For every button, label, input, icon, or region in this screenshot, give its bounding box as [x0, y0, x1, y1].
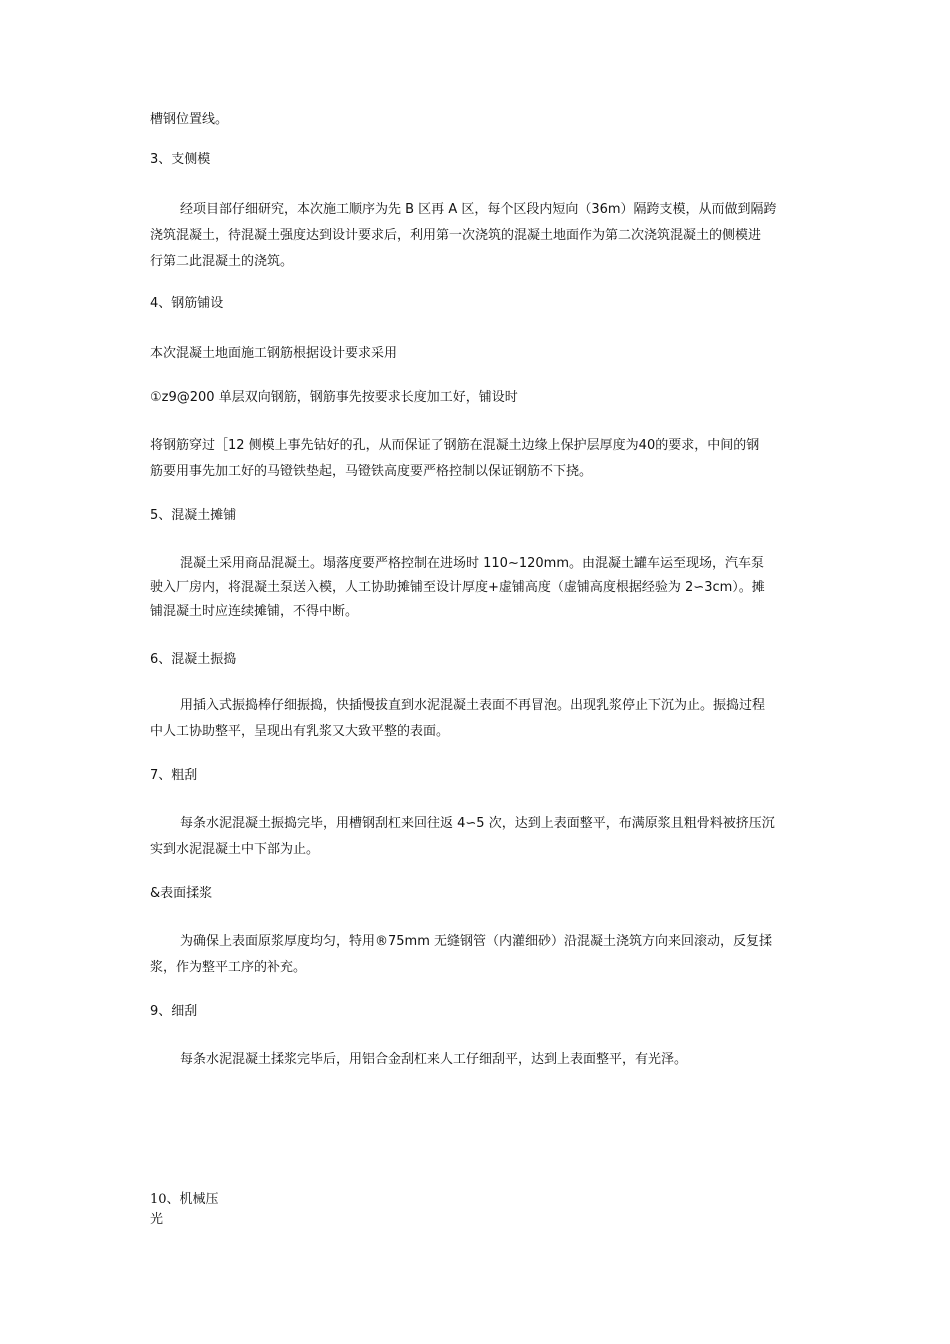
- section-heading-10-continued: 光: [150, 1212, 164, 1227]
- paragraph-line: 铺混凝土时应连续摊铺，不得中断。: [150, 604, 359, 619]
- paragraph-line: 浇筑混凝土，待混凝土强度达到设计要求后，利用第一次浇筑的混凝土地面作为第二次浇筑混凝土的侧模进: [150, 228, 762, 243]
- paragraph-line: 用插入式振捣棒仔细振捣，快插慢拔直到水泥混凝土表面不再冒泡。出现乳浆停止下沉为止。振捣过程: [180, 698, 766, 713]
- paragraph-line: 本次混凝土地面施工钢筋根据设计要求采用: [150, 346, 398, 361]
- paragraph-line: 中人工协助整平，呈现出有乳浆又大致平整的表面。: [150, 724, 450, 739]
- paragraph-line: 行第二此混凝土的浇筑。: [150, 254, 294, 269]
- paragraph-line: 实到水泥混凝土中下部为止。: [150, 842, 320, 857]
- paragraph-line: 混凝土采用商品混凝土。塌落度要严格控制在进场时 110~120mm。由混凝土罐车运至现场，汽车泵: [180, 556, 764, 571]
- paragraph-line: 每条水泥混凝土振捣完毕，用槽钢刮杠来回往返 4∽5 次，达到上表面整平，布满原浆且粗骨料被挤压沉: [180, 816, 775, 831]
- section-heading-7: 7、粗刮: [150, 768, 198, 783]
- paragraph-line: 浆，作为整平工序的补充。: [150, 960, 307, 975]
- paragraph-line: 筋要用事先加工好的马镫铁垫起，马镫铁高度要严格控制以保证钢筋不下挠。: [150, 464, 593, 479]
- section-heading-3: 3、支侧模: [150, 152, 211, 167]
- paragraph-line: 为确保上表面原浆厚度均匀，特用®75mm 无缝钢管（内灌细砂）沿混凝土浇筑方向来回滚动，反复揉: [180, 934, 773, 949]
- section-heading-4: 4、钢筋铺设: [150, 296, 224, 311]
- paragraph-line: 将钢筋穿过［12 侧模上事先钻好的孔，从而保证了钢筋在混凝土边缘上保护层厚度为40的要求，中间的钢: [150, 438, 760, 453]
- section-heading-10: 10、机械压: [150, 1192, 219, 1207]
- text-line: 槽钢位置线。: [150, 112, 229, 127]
- paragraph-line: 每条水泥混凝土揉浆完毕后，用铝合金刮杠来人工仔细刮平，达到上表面整平，有光泽。: [180, 1052, 688, 1067]
- section-heading-8: &表面揉浆: [150, 886, 213, 901]
- paragraph-line: 驶入厂房内，将混凝土泵送入模，人工协助摊铺至设计厚度+虚铺高度（虚铺高度根据经验为 2∽3cm）。摊: [150, 580, 765, 595]
- paragraph-line: 经项目部仔细研究，本次施工顺序为先 B 区再 A 区，每个区段内短向（36m）隔跨支模，从而做到隔跨: [180, 202, 777, 217]
- section-heading-5: 5、混凝土摊铺: [150, 508, 237, 523]
- section-heading-9: 9、细刮: [150, 1004, 198, 1019]
- paragraph-line: ①z9@200 单层双向钢筋，钢筋事先按要求长度加工好，铺设时: [150, 390, 518, 405]
- section-heading-6: 6、混凝土振捣: [150, 652, 237, 667]
